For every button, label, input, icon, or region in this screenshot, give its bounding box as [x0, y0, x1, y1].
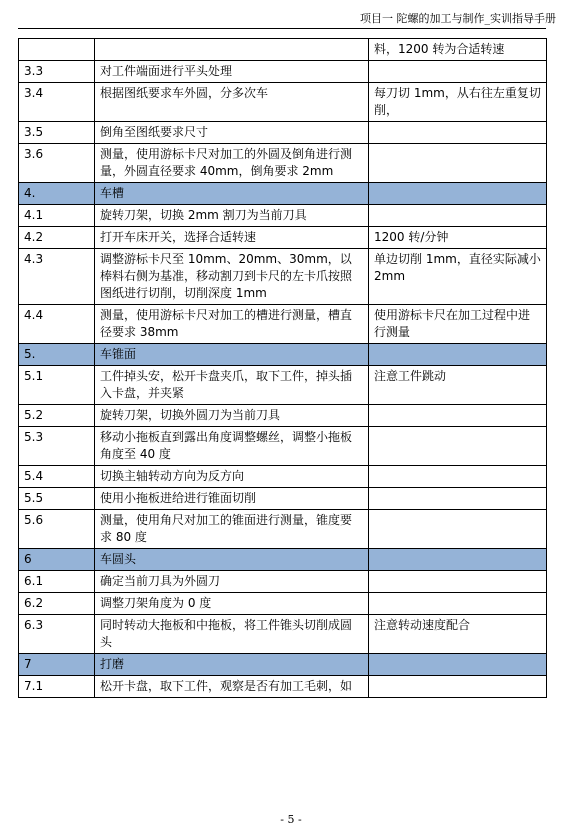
step-number-cell: 7.1 — [19, 676, 95, 698]
step-description-cell: 测量，使用游标卡尺对加工的槽进行测量，槽直径要求 38mm — [95, 305, 369, 344]
step-description-cell: 车锥面 — [95, 344, 369, 366]
step-number-cell: 5.3 — [19, 427, 95, 466]
step-number-cell: 5.4 — [19, 466, 95, 488]
section-row — [19, 183, 547, 205]
step-note-cell — [369, 144, 547, 183]
step-number-cell: 4.4 — [19, 305, 95, 344]
table-row — [19, 39, 547, 61]
step-note-cell — [369, 122, 547, 144]
step-note-cell — [369, 61, 547, 83]
step-note-cell — [369, 549, 547, 571]
step-description-cell: 打磨 — [95, 654, 369, 676]
table-row — [19, 466, 547, 488]
step-note-cell — [369, 183, 547, 205]
step-number-cell: 6.1 — [19, 571, 95, 593]
table-row — [19, 488, 547, 510]
step-number-cell: 7 — [19, 654, 95, 676]
step-number-cell: 4.3 — [19, 249, 95, 305]
step-description-cell: 松开卡盘，取下工件，观察是否有加工毛刺，如 — [95, 676, 369, 698]
step-number-cell: 3.5 — [19, 122, 95, 144]
step-number-cell: 5.2 — [19, 405, 95, 427]
table-row — [19, 83, 547, 122]
step-description-cell: 对工件端面进行平头处理 — [95, 61, 369, 83]
step-description-cell: 打开车床开关，选择合适转速 — [95, 227, 369, 249]
step-note-cell — [369, 466, 547, 488]
table-row — [19, 249, 547, 305]
section-row — [19, 549, 547, 571]
step-description-cell: 根据图纸要求车外圆，分多次车 — [95, 83, 369, 122]
step-note-cell — [369, 344, 547, 366]
step-number-cell: 6.3 — [19, 615, 95, 654]
step-description-cell: 旋转刀架，切换外圆刀为当前刀具 — [95, 405, 369, 427]
table-row — [19, 366, 547, 405]
step-note-cell — [369, 676, 547, 698]
step-number-cell: 6.2 — [19, 593, 95, 615]
step-number-cell: 3.4 — [19, 83, 95, 122]
step-number-cell — [19, 39, 95, 61]
step-description-cell: 移动小拖板直到露出角度调整螺丝，调整小拖板角度至 40 度 — [95, 427, 369, 466]
step-description-cell: 切换主轴转动方向为反方向 — [95, 466, 369, 488]
table-row — [19, 144, 547, 183]
table-row — [19, 676, 547, 698]
step-description-cell — [95, 39, 369, 61]
page-header: 项目一 陀螺的加工与制作_实训指导手册 — [360, 12, 556, 25]
step-description-cell: 旋转刀架，切换 2mm 割刀为当前刀具 — [95, 205, 369, 227]
step-description-cell: 车圆头 — [95, 549, 369, 571]
table-row — [19, 61, 547, 83]
step-description-cell: 车槽 — [95, 183, 369, 205]
step-note-cell — [369, 405, 547, 427]
step-note-cell: 注意工件跳动 — [369, 366, 547, 405]
step-description-cell: 测量，使用游标卡尺对加工的外圆及倒角进行测量，外圆直径要求 40mm，倒角要求 2mm — [95, 144, 369, 183]
step-note-cell: 单边切削 1mm，直径实际减小 2mm — [369, 249, 547, 305]
table-row — [19, 405, 547, 427]
step-description-cell: 测量，使用角尺对加工的锥面进行测量，锥度要求 80 度 — [95, 510, 369, 549]
step-description-cell: 工件掉头安，松开卡盘夹爪，取下工件，掉头插入卡盘，并夹紧 — [95, 366, 369, 405]
step-note-cell — [369, 654, 547, 676]
step-description-cell: 使用小拖板进给进行锥面切削 — [95, 488, 369, 510]
table-row — [19, 510, 547, 549]
step-note-cell: 1200 转/分钟 — [369, 227, 547, 249]
table-row — [19, 593, 547, 615]
table-row — [19, 122, 547, 144]
procedure-table — [18, 38, 547, 698]
step-note-cell: 注意转动速度配合 — [369, 615, 547, 654]
step-note-cell — [369, 510, 547, 549]
page-number: - 5 - — [280, 813, 302, 826]
step-note-cell — [369, 593, 547, 615]
section-row — [19, 654, 547, 676]
step-note-cell — [369, 205, 547, 227]
step-note-cell — [369, 571, 547, 593]
step-description-cell: 确定当前刀具为外圆刀 — [95, 571, 369, 593]
header-rule — [18, 28, 546, 29]
step-description-cell: 调整游标卡尺至 10mm、20mm、30mm，以棒料右侧为基准，移动割刀到卡尺的左卡爪按照图纸进行切削，切削深度 1mm — [95, 249, 369, 305]
step-description-cell: 倒角至图纸要求尺寸 — [95, 122, 369, 144]
step-note-cell — [369, 427, 547, 466]
step-note-cell: 料，1200 转为合适转速 — [369, 39, 547, 61]
table-row — [19, 305, 547, 344]
step-number-cell: 5.1 — [19, 366, 95, 405]
step-number-cell: 4. — [19, 183, 95, 205]
step-number-cell: 5. — [19, 344, 95, 366]
section-row — [19, 344, 547, 366]
step-number-cell: 6 — [19, 549, 95, 571]
table-row — [19, 615, 547, 654]
step-note-cell — [369, 488, 547, 510]
step-number-cell: 3.3 — [19, 61, 95, 83]
step-number-cell: 4.2 — [19, 227, 95, 249]
table-row — [19, 571, 547, 593]
step-number-cell: 4.1 — [19, 205, 95, 227]
step-description-cell: 同时转动大拖板和中拖板，将工件锥头切削成圆头 — [95, 615, 369, 654]
step-number-cell: 3.6 — [19, 144, 95, 183]
step-note-cell: 使用游标卡尺在加工过程中进行测量 — [369, 305, 547, 344]
step-description-cell: 调整刀架角度为 0 度 — [95, 593, 369, 615]
table-row — [19, 227, 547, 249]
step-note-cell: 每刀切 1mm，从右往左重复切削， — [369, 83, 547, 122]
step-number-cell: 5.5 — [19, 488, 95, 510]
table-row — [19, 427, 547, 466]
table-row — [19, 205, 547, 227]
step-number-cell: 5.6 — [19, 510, 95, 549]
